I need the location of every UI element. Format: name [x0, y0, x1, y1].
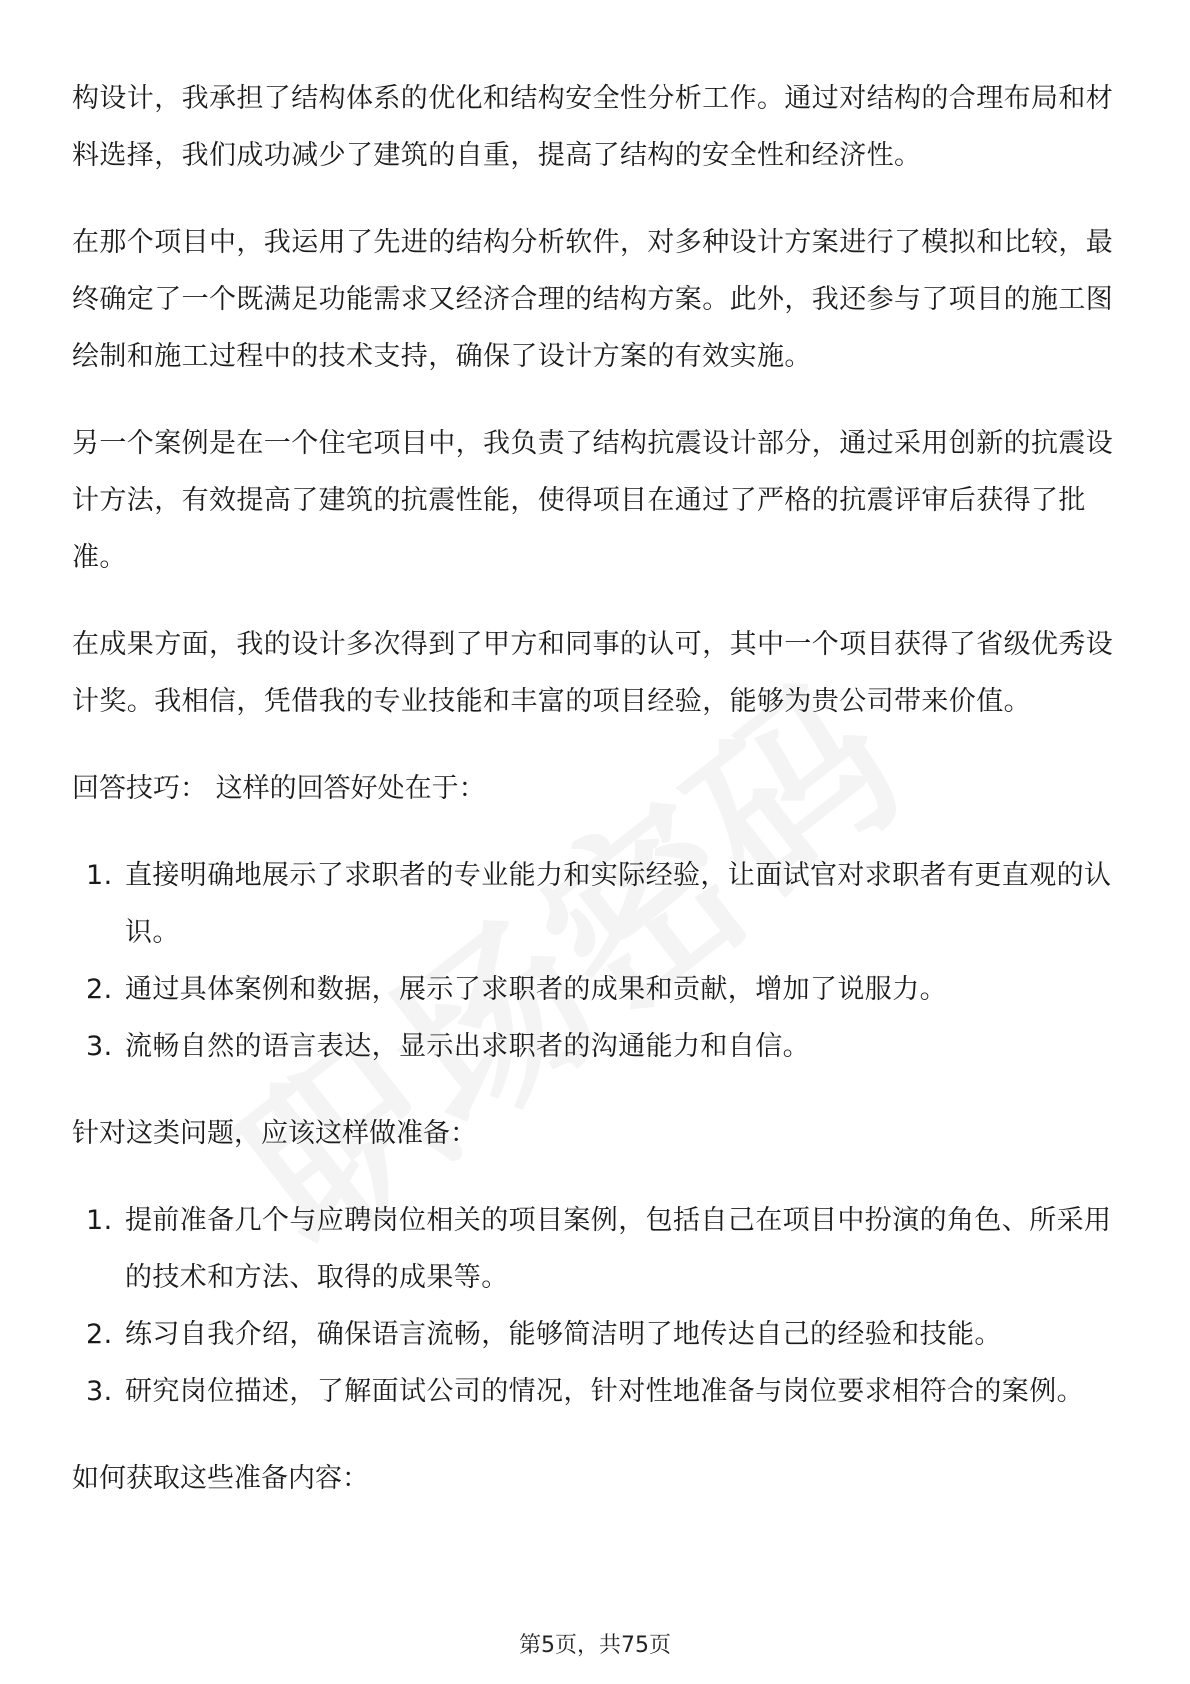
page-footer: 第5页，共75页: [519, 1633, 671, 1658]
prep-list: [72, 1192, 1122, 1420]
list-text: 提前准备几个与应聘岗位相关的项目案例，包括自己在项目中扮演的角色、所采用的技术和方法、取得的成果等。: [125, 1205, 1112, 1293]
document-body: [72, 70, 1122, 1537]
list-number: 3.: [86, 1031, 113, 1062]
paragraph: 另一个案例是在一个住宅项目中，我负责了结构抗震设计部分，通过采用创新的抗震设计方法，有效提高了建筑的抗震性能，使得项目在通过了严格的抗震评审后获得了批准。: [72, 428, 1114, 573]
tips-heading: 回答技巧： 这样的回答好处在于：: [72, 773, 486, 804]
list-number: 3.: [86, 1376, 113, 1407]
prep-heading: 针对这类问题，应该这样做准备：: [72, 1118, 477, 1149]
list-number: 2.: [86, 974, 113, 1005]
list-text: 通过具体案例和数据，展示了求职者的成果和贡献，增加了说服力。: [125, 974, 947, 1005]
list-item: [72, 1306, 1122, 1363]
paragraph: 在成果方面，我的设计多次得到了甲方和同事的认可，其中一个项目获得了省级优秀设计奖。我相信，凭借我的专业技能和丰富的项目经验，能够为贵公司带来价值。: [72, 629, 1114, 717]
paragraph: 在那个项目中，我运用了先进的结构分析软件，对多种设计方案进行了模拟和比较，最终确定了一个既满足功能需求又经济合理的结构方案。此外，我还参与了项目的施工图绘制和施工过程中的技术支持，确保了设计方案的有效实施。: [72, 227, 1114, 372]
list-item: [72, 847, 1122, 961]
list-number: 1.: [86, 860, 113, 891]
list-number: 2.: [86, 1319, 113, 1350]
list-item: [72, 961, 1122, 1018]
list-item: [72, 1363, 1122, 1420]
list-text: 练习自我介绍，确保语言流畅，能够简洁明了地传达自己的经验和技能。: [125, 1319, 1002, 1350]
list-number: 1.: [86, 1205, 113, 1236]
list-text: 直接明确地展示了求职者的专业能力和实际经验，让面试官对求职者有更直观的认识。: [125, 860, 1112, 948]
last-heading: 如何获取这些准备内容：: [72, 1463, 369, 1494]
list-text: 研究岗位描述，了解面试公司的情况，针对性地准备与岗位要求相符合的案例。: [125, 1376, 1084, 1407]
paragraph: 构设计，我承担了结构体系的优化和结构安全性分析工作。通过对结构的合理布局和材料选择，我们成功减少了建筑的自重，提高了结构的安全性和经济性。: [72, 83, 1114, 171]
list-item: [72, 1192, 1122, 1306]
tips-list: [72, 847, 1122, 1075]
list-item: [72, 1018, 1122, 1075]
list-text: 流畅自然的语言表达，显示出求职者的沟通能力和自信。: [125, 1031, 810, 1062]
